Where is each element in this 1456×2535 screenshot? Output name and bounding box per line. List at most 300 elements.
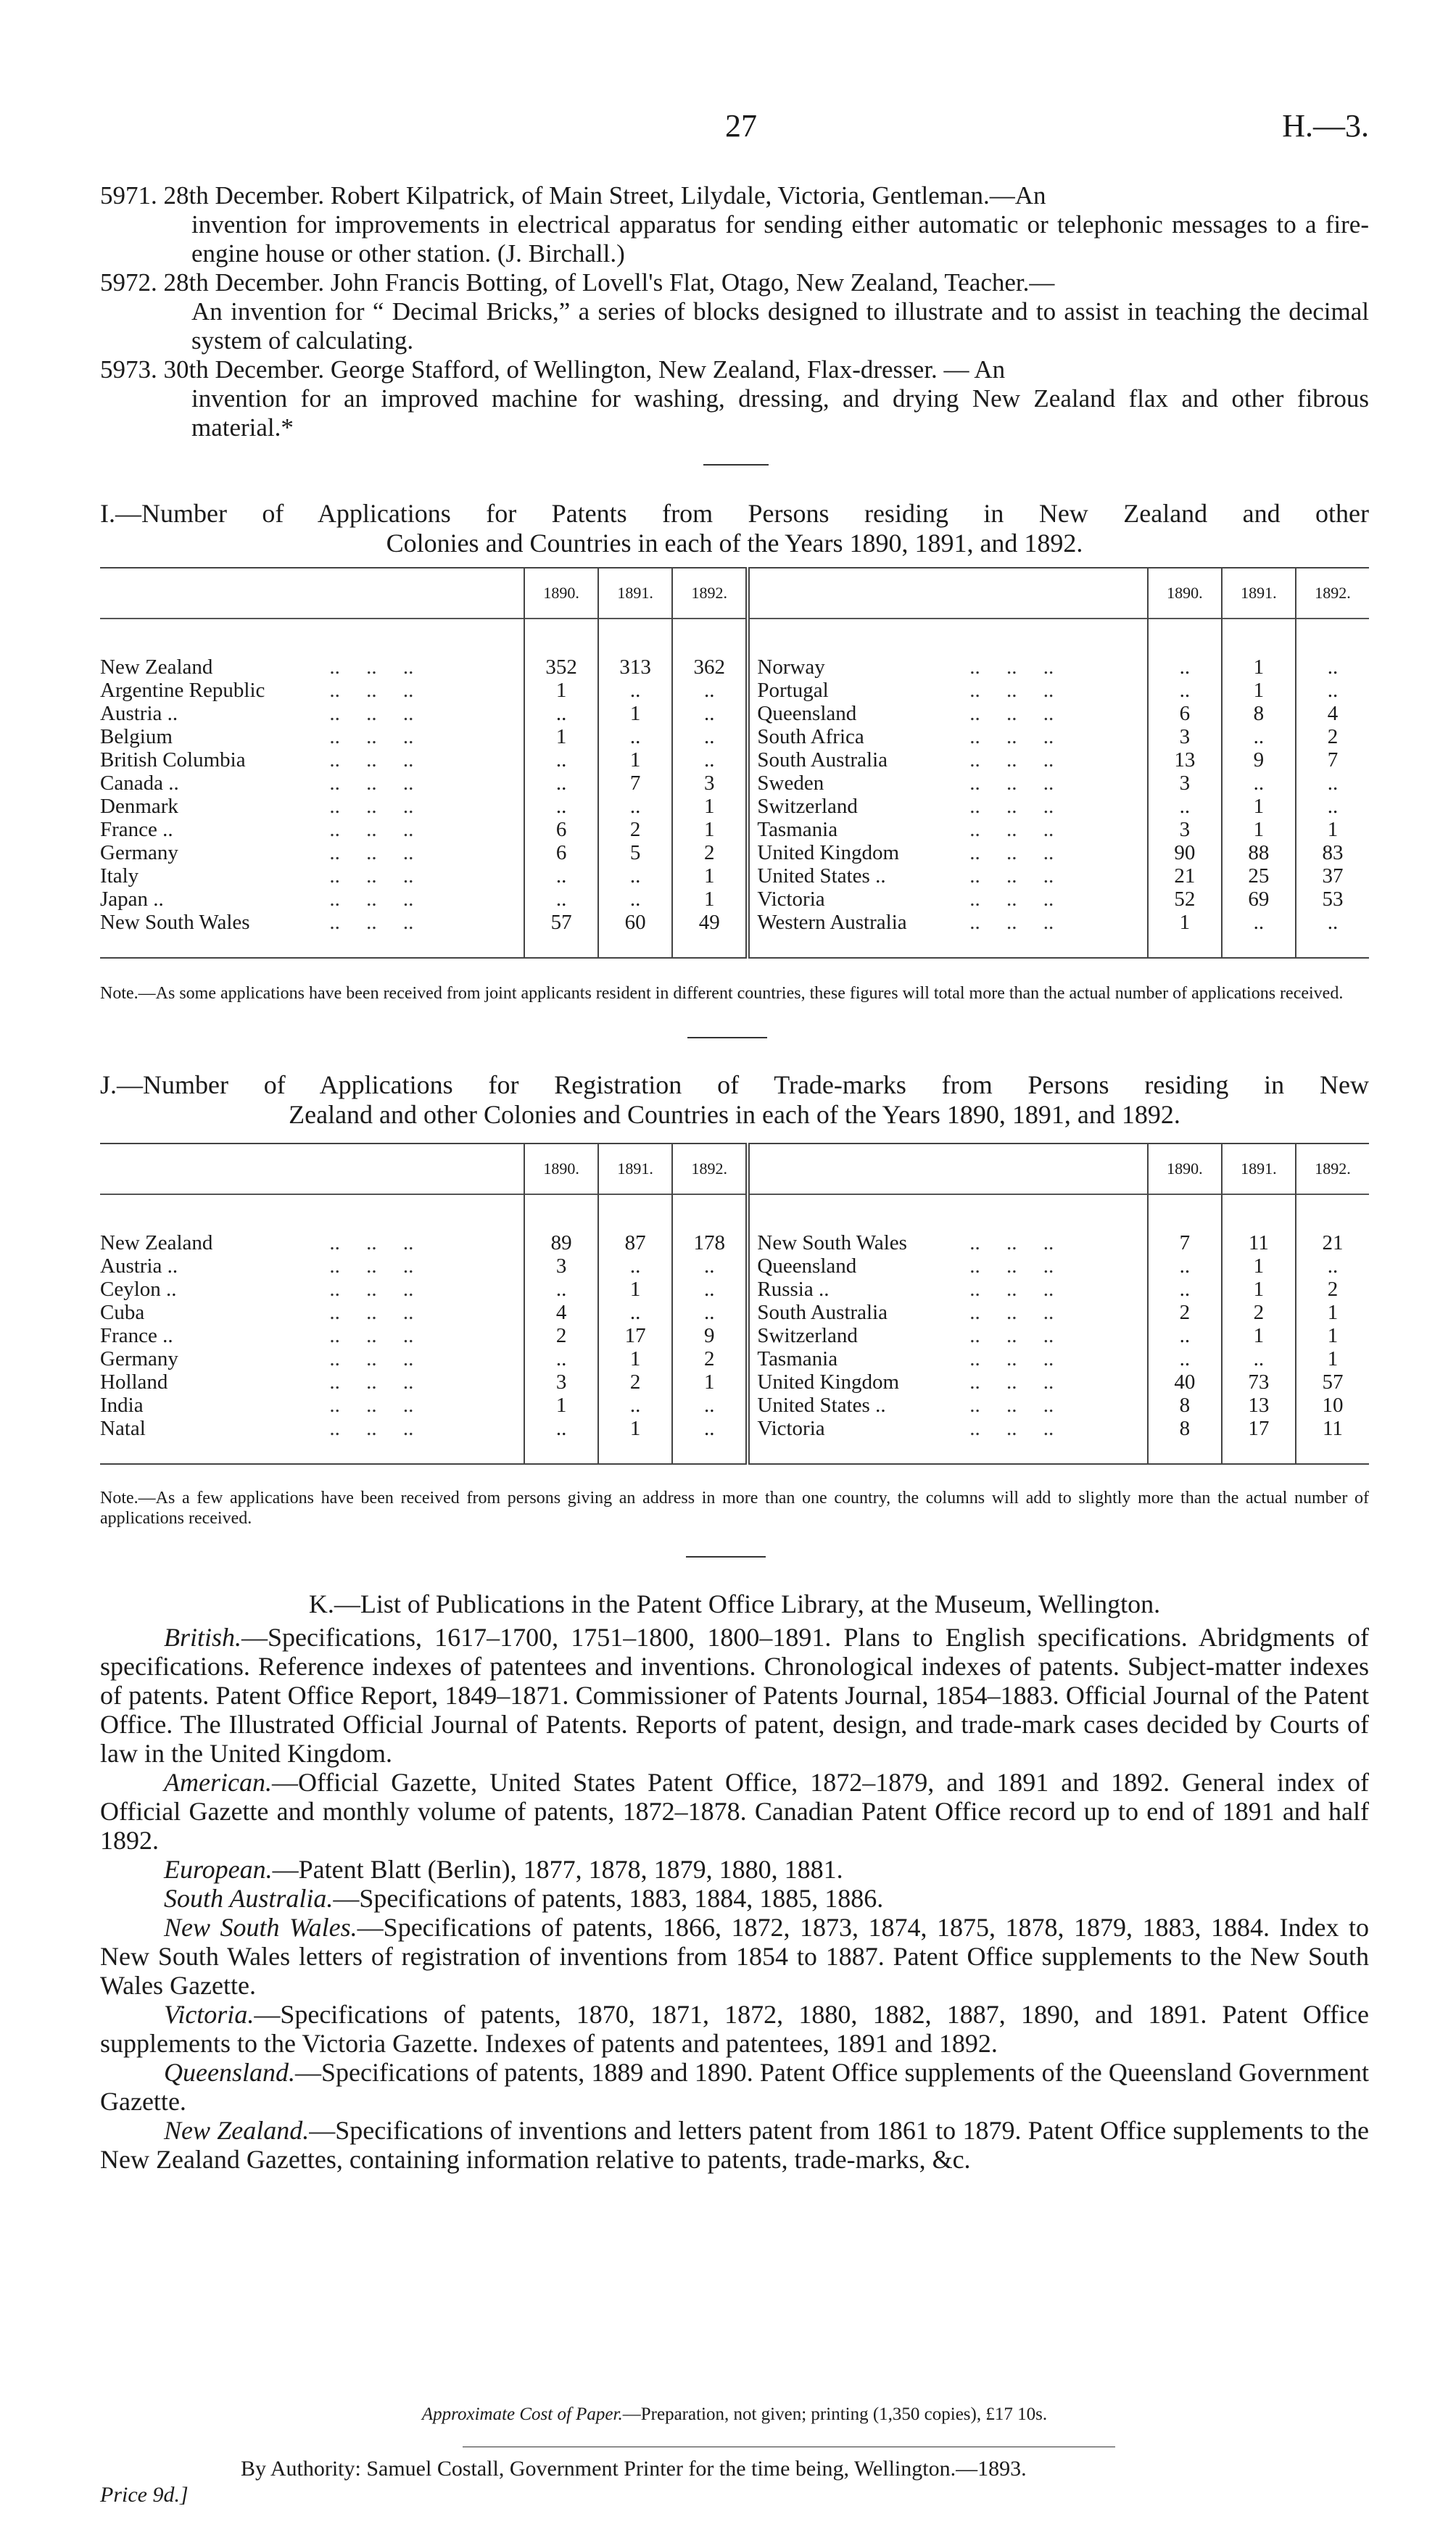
country-name: Russia .. bbox=[748, 1278, 954, 1301]
publication-entry bbox=[100, 2058, 1369, 2116]
count-cell: 1 bbox=[1296, 818, 1369, 841]
count-cell: .. bbox=[672, 702, 748, 725]
count-cell: 69 bbox=[1222, 888, 1296, 911]
leader-dots: .. .. .. bbox=[313, 1347, 414, 1370]
table-j-title: J.—Number of Applications for Registration of Trade-marks from Persons residing in New Zealand and other Colonies and Countries in each of the Years 1890, 1891, and 1892. bbox=[100, 1070, 1369, 1129]
publication-entry bbox=[100, 1623, 1369, 1768]
count-cell: 1 bbox=[1296, 1347, 1369, 1370]
entry-number: 5972. bbox=[100, 268, 157, 297]
table-row bbox=[100, 725, 1369, 748]
publication-label: British. bbox=[164, 1623, 242, 1652]
count-cell: 87 bbox=[598, 1231, 672, 1254]
country-name: United Kingdom bbox=[748, 1370, 954, 1394]
leader-dots: .. .. .. bbox=[313, 1231, 414, 1254]
count-cell: 1 bbox=[1222, 1324, 1296, 1347]
count-cell: .. bbox=[524, 748, 598, 772]
count-cell: .. bbox=[672, 679, 748, 702]
count-cell: 88 bbox=[1222, 841, 1296, 864]
count-cell: 7 bbox=[1148, 1231, 1222, 1254]
leader-dots: .. .. .. bbox=[313, 864, 414, 888]
count-cell: 9 bbox=[672, 1324, 748, 1347]
count-cell: .. bbox=[598, 1301, 672, 1324]
count-cell: 3 bbox=[1148, 725, 1222, 748]
page-header bbox=[100, 107, 1369, 151]
entry-first-line: 28th December. John Francis Botting, of Lovell's Flat, Otago, New Zealand, Teacher.— bbox=[163, 268, 1055, 297]
leader-dots: .. .. .. bbox=[313, 656, 414, 679]
publication-entry bbox=[100, 1913, 1369, 2000]
leader-dots: .. .. .. bbox=[954, 725, 1054, 748]
year-header: 1890. bbox=[524, 1144, 598, 1194]
count-cell: .. bbox=[1222, 1347, 1296, 1370]
patent-entry bbox=[100, 181, 1369, 268]
count-cell: .. bbox=[672, 1254, 748, 1278]
count-cell: .. bbox=[1222, 911, 1296, 934]
publication-text: —Specifications of patents, 1883, 1884, 1885, 1886. bbox=[333, 1884, 884, 1913]
header-blank bbox=[748, 1144, 1147, 1194]
count-cell: .. bbox=[1148, 1278, 1222, 1301]
publication-entry bbox=[100, 1855, 1369, 1884]
publication-label: New South Wales. bbox=[164, 1913, 357, 1942]
leader-dots: .. .. .. bbox=[954, 772, 1054, 795]
year-header: 1891. bbox=[1222, 568, 1296, 619]
leader-dots: .. .. .. bbox=[313, 1254, 414, 1278]
section-divider bbox=[687, 1037, 767, 1038]
count-cell: .. bbox=[1148, 1347, 1222, 1370]
leader-dots: .. .. .. bbox=[313, 725, 414, 748]
publication-label: South Australia. bbox=[164, 1884, 334, 1913]
country-name: New South Wales bbox=[100, 911, 250, 934]
country-name: Argentine Republic bbox=[100, 679, 265, 702]
leader-dots: .. .. .. bbox=[313, 679, 414, 702]
entry-description: invention for improvements in electrical apparatus for sending either automatic or telephonic messages to a fire-engine house or other station. (J. Birchall.) bbox=[191, 210, 1369, 268]
country-name: Tasmania bbox=[748, 1347, 954, 1370]
leader-dots: .. .. .. bbox=[954, 679, 1054, 702]
table-row bbox=[100, 772, 1369, 795]
leader-dots: .. .. .. bbox=[954, 1324, 1054, 1347]
count-cell: .. bbox=[1148, 679, 1222, 702]
count-cell: 21 bbox=[1296, 1231, 1369, 1254]
count-cell: .. bbox=[1296, 772, 1369, 795]
leader-dots: .. .. .. bbox=[313, 818, 414, 841]
country-name: Queensland bbox=[748, 1254, 954, 1278]
year-header: 1892. bbox=[672, 568, 748, 619]
count-cell: 313 bbox=[598, 656, 672, 679]
country-name: British Columbia bbox=[100, 748, 246, 772]
count-cell: 8 bbox=[1148, 1417, 1222, 1440]
table-row bbox=[100, 1301, 1369, 1324]
publication-text: —Specifications of patents, 1870, 1871, 1872, 1880, 1882, 1887, 1890, and 1891. Patent Office supplements to the Victoria Gazette. Indexes of patents and patentees, 1891 and 1892. bbox=[100, 2000, 1369, 2058]
publication-text: —Specifications of patents, 1889 and 1890. Patent Office supplements of the Queensland Government Gazette. bbox=[100, 2058, 1369, 2116]
country-name: India bbox=[100, 1394, 144, 1417]
table-row bbox=[100, 679, 1369, 702]
count-cell: .. bbox=[598, 864, 672, 888]
header-blank bbox=[100, 568, 524, 619]
leader-dots: .. .. .. bbox=[954, 1347, 1054, 1370]
count-cell: 89 bbox=[524, 1231, 598, 1254]
leader-dots: .. .. .. bbox=[313, 1394, 414, 1417]
publication-entry bbox=[100, 2116, 1369, 2174]
count-cell: 1 bbox=[1222, 1254, 1296, 1278]
country-name: Tasmania bbox=[748, 818, 954, 841]
entry-description: An invention for “ Decimal Bricks,” a series of blocks designed to illustrate and to assist in teaching the decimal system of calculating. bbox=[191, 297, 1369, 355]
count-cell: 4 bbox=[524, 1301, 598, 1324]
count-cell: .. bbox=[1296, 1254, 1369, 1278]
count-cell: .. bbox=[598, 725, 672, 748]
count-cell: .. bbox=[524, 1278, 598, 1301]
year-header: 1890. bbox=[1148, 1144, 1222, 1194]
leader-dots: .. .. .. bbox=[313, 1370, 414, 1394]
leader-dots: .. .. .. bbox=[954, 1254, 1054, 1278]
count-cell: 3 bbox=[1148, 772, 1222, 795]
count-cell: 52 bbox=[1148, 888, 1222, 911]
leader-dots: .. .. .. bbox=[313, 1278, 414, 1301]
country-name: France .. bbox=[100, 1324, 173, 1347]
leader-dots: .. .. .. bbox=[954, 702, 1054, 725]
count-cell: .. bbox=[524, 795, 598, 818]
country-name: Norway bbox=[748, 656, 954, 679]
count-cell: .. bbox=[1148, 656, 1222, 679]
count-cell: 40 bbox=[1148, 1370, 1222, 1394]
count-cell: 3 bbox=[524, 1370, 598, 1394]
publication-text: —Specifications of inventions and letters patent from 1861 to 1879. Patent Office supplements to the New Zealand Gazettes, containing information relative to patents, trade-marks, &c. bbox=[100, 2116, 1369, 2174]
table-row bbox=[100, 1278, 1369, 1301]
count-cell: .. bbox=[1222, 772, 1296, 795]
count-cell: 17 bbox=[1222, 1417, 1296, 1440]
count-cell: 5 bbox=[598, 841, 672, 864]
price: Price 9d.] bbox=[100, 2483, 189, 2507]
publication-text: —Patent Blatt (Berlin), 1877, 1878, 1879, 1880, 1881. bbox=[272, 1855, 843, 1884]
entry-first-line: 30th December. George Stafford, of Wellington, New Zealand, Flax-dresser. — An bbox=[163, 355, 1006, 384]
leader-dots: .. .. .. bbox=[313, 888, 414, 911]
leader-dots: .. .. .. bbox=[313, 1417, 414, 1440]
count-cell: 49 bbox=[672, 911, 748, 934]
count-cell: 3 bbox=[1148, 818, 1222, 841]
country-name: Italy bbox=[100, 864, 139, 888]
count-cell: 1 bbox=[672, 1370, 748, 1394]
publications-list bbox=[100, 1589, 1369, 2174]
count-cell: 2 bbox=[1222, 1301, 1296, 1324]
table-row bbox=[100, 841, 1369, 864]
approximate-cost: Approximate Cost of Paper.—Preparation, not given; printing (1,350 copies), £17 10s. bbox=[421, 2404, 1048, 2424]
leader-dots: .. .. .. bbox=[313, 702, 414, 725]
count-cell: 1 bbox=[598, 1417, 672, 1440]
count-cell: .. bbox=[598, 679, 672, 702]
count-cell: 1 bbox=[598, 1347, 672, 1370]
count-cell: 1 bbox=[1222, 818, 1296, 841]
count-cell: 7 bbox=[598, 772, 672, 795]
entry-number: 5971. bbox=[100, 181, 157, 210]
count-cell: 1 bbox=[672, 795, 748, 818]
country-name: Switzerland bbox=[748, 1324, 954, 1347]
year-header: 1891. bbox=[598, 568, 672, 619]
publication-text: —Specifications, 1617–1700, 1751–1800, 1800–1891. Plans to English specifications. Abridgments of specifications. Reference indexes of patentees and inventions. Chronological indexes of patents. Subject-matter indexes of patents. Patent Office Report, 1849–1871. Commissioner of Patents Journal, 1854–1883. Official Journal of the Patent Office. The Illustrated Official Journal of Patents. Reports of patent, design, and trade-mark cases decided by Courts of law in the United Kingdom. bbox=[100, 1623, 1369, 1768]
table-row bbox=[100, 911, 1369, 934]
count-cell: .. bbox=[1296, 679, 1369, 702]
country-name: New South Wales bbox=[748, 1231, 954, 1254]
leader-dots: .. .. .. bbox=[313, 1324, 414, 1347]
entry-first-line: 28th December. Robert Kilpatrick, of Main Street, Lilydale, Victoria, Gentleman.—An bbox=[163, 181, 1046, 210]
leader-dots: .. .. .. bbox=[954, 1231, 1054, 1254]
count-cell: 73 bbox=[1222, 1370, 1296, 1394]
count-cell: 3 bbox=[672, 772, 748, 795]
leader-dots: .. .. .. bbox=[313, 795, 414, 818]
country-name: Canada .. bbox=[100, 772, 179, 795]
count-cell: 90 bbox=[1148, 841, 1222, 864]
count-cell: .. bbox=[672, 1278, 748, 1301]
count-cell: .. bbox=[598, 795, 672, 818]
publication-entry bbox=[100, 2000, 1369, 2058]
country-name: Western Australia bbox=[748, 911, 954, 934]
table-header-row bbox=[100, 1144, 1369, 1194]
country-name: Ceylon .. bbox=[100, 1278, 177, 1301]
entry-number: 5973. bbox=[100, 355, 157, 384]
count-cell: .. bbox=[524, 888, 598, 911]
leader-dots: .. .. .. bbox=[954, 1301, 1054, 1324]
count-cell: 21 bbox=[1148, 864, 1222, 888]
table-row bbox=[100, 1324, 1369, 1347]
table-row bbox=[100, 1254, 1369, 1278]
leader-dots: .. .. .. bbox=[954, 841, 1054, 864]
count-cell: 1 bbox=[672, 818, 748, 841]
patent-entry bbox=[100, 268, 1369, 355]
count-cell: 13 bbox=[1222, 1394, 1296, 1417]
publication-entry bbox=[100, 1884, 1369, 1913]
publication-label: Queensland. bbox=[164, 2058, 295, 2087]
publication-label: American. bbox=[164, 1768, 272, 1797]
publication-label: New Zealand. bbox=[164, 2116, 310, 2145]
count-cell: 1 bbox=[524, 1394, 598, 1417]
count-cell: 2 bbox=[598, 1370, 672, 1394]
country-name: United Kingdom bbox=[748, 841, 954, 864]
country-name: New Zealand bbox=[100, 1231, 213, 1254]
leader-dots: .. .. .. bbox=[313, 772, 414, 795]
count-cell: 83 bbox=[1296, 841, 1369, 864]
publication-label: European. bbox=[164, 1855, 273, 1884]
count-cell: 17 bbox=[598, 1324, 672, 1347]
count-cell: 13 bbox=[1148, 748, 1222, 772]
count-cell: 1 bbox=[598, 702, 672, 725]
country-name: Switzerland bbox=[748, 795, 954, 818]
leader-dots: .. .. .. bbox=[954, 818, 1054, 841]
country-name: Portugal bbox=[748, 679, 954, 702]
table-i-note: Note.—As some applications have been received from joint applicants resident in different countries, these figures will total more than the actual number of applications received. bbox=[100, 984, 1344, 1003]
section-divider bbox=[686, 1556, 766, 1558]
leader-dots: .. .. .. bbox=[954, 888, 1054, 911]
year-header: 1890. bbox=[1148, 568, 1222, 619]
country-name: Germany bbox=[100, 841, 178, 864]
count-cell: 2 bbox=[598, 818, 672, 841]
count-cell: 6 bbox=[524, 841, 598, 864]
count-cell: .. bbox=[1222, 725, 1296, 748]
publications-title: K.—List of Publications in the Patent Office Library, at the Museum, Wellington. bbox=[308, 1589, 1161, 1618]
count-cell: 2 bbox=[1148, 1301, 1222, 1324]
leader-dots: .. .. .. bbox=[313, 911, 414, 934]
year-header: 1892. bbox=[672, 1144, 748, 1194]
table-header-row bbox=[100, 568, 1369, 619]
table-row bbox=[100, 1231, 1369, 1254]
count-cell: 362 bbox=[672, 656, 748, 679]
document-reference: H.—3. bbox=[1282, 108, 1369, 144]
count-cell: 9 bbox=[1222, 748, 1296, 772]
count-cell: 1 bbox=[1148, 911, 1222, 934]
country-name: Queensland bbox=[748, 702, 954, 725]
count-cell: 2 bbox=[1296, 1278, 1369, 1301]
count-cell: 1 bbox=[524, 679, 598, 702]
count-cell: 11 bbox=[1222, 1231, 1296, 1254]
count-cell: .. bbox=[524, 1347, 598, 1370]
table-row bbox=[100, 748, 1369, 772]
country-name: Natal bbox=[100, 1417, 146, 1440]
count-cell: 57 bbox=[524, 911, 598, 934]
count-cell: 25 bbox=[1222, 864, 1296, 888]
leader-dots: .. .. .. bbox=[954, 795, 1054, 818]
count-cell: 1 bbox=[672, 888, 748, 911]
leader-dots: .. .. .. bbox=[954, 748, 1054, 772]
country-name: United States .. bbox=[748, 864, 954, 888]
patent-entries bbox=[100, 181, 1369, 442]
country-name: New Zealand bbox=[100, 656, 213, 679]
count-cell: .. bbox=[672, 1394, 748, 1417]
count-cell: 4 bbox=[1296, 702, 1369, 725]
leader-dots: .. .. .. bbox=[954, 656, 1054, 679]
count-cell: .. bbox=[1148, 1324, 1222, 1347]
country-name: Victoria bbox=[748, 888, 954, 911]
country-name: Austria .. bbox=[100, 702, 178, 725]
count-cell: 1 bbox=[524, 725, 598, 748]
publication-label: Victoria. bbox=[164, 2000, 255, 2029]
count-cell: 1 bbox=[1296, 1324, 1369, 1347]
leader-dots: .. .. .. bbox=[954, 1278, 1054, 1301]
table-row bbox=[100, 864, 1369, 888]
count-cell: 1 bbox=[1222, 1278, 1296, 1301]
count-cell: .. bbox=[524, 864, 598, 888]
section-divider bbox=[703, 464, 769, 466]
table-row bbox=[100, 656, 1369, 679]
count-cell: 37 bbox=[1296, 864, 1369, 888]
count-cell: .. bbox=[598, 1254, 672, 1278]
leader-dots: .. .. .. bbox=[313, 1301, 414, 1324]
table-j-note: Note.—As a few applications have been received from persons giving an address in more than one country, the columns will add to slightly more than the actual number of applications received. bbox=[100, 1489, 1369, 1528]
country-name: Denmark bbox=[100, 795, 178, 818]
entry-description: invention for an improved machine for washing, dressing, and drying New Zealand flax and other fibrous material.* bbox=[191, 384, 1369, 442]
count-cell: .. bbox=[672, 748, 748, 772]
count-cell: 10 bbox=[1296, 1394, 1369, 1417]
publication-entry bbox=[100, 1768, 1369, 1855]
count-cell: .. bbox=[1148, 1254, 1222, 1278]
count-cell: .. bbox=[1296, 911, 1369, 934]
leader-dots: .. .. .. bbox=[954, 1417, 1054, 1440]
table-row bbox=[100, 1394, 1369, 1417]
country-name: South Australia bbox=[748, 1301, 954, 1324]
count-cell: .. bbox=[524, 1417, 598, 1440]
country-name: France .. bbox=[100, 818, 173, 841]
count-cell: .. bbox=[1296, 795, 1369, 818]
country-name: Sweden bbox=[748, 772, 954, 795]
patent-entry bbox=[100, 355, 1369, 442]
count-cell: 1 bbox=[1296, 1301, 1369, 1324]
count-cell: 1 bbox=[672, 864, 748, 888]
table-row bbox=[100, 1347, 1369, 1370]
table-row bbox=[100, 1370, 1369, 1394]
publication-text: —Official Gazette, United States Patent Office, 1872–1879, and 1891 and 1892. General index of Official Gazette and monthly volume of patents, 1872–1878. Canadian Patent Office record up to end of 1891 and half 1892. bbox=[100, 1768, 1369, 1855]
publication-text: —Specifications of patents, 1866, 1872, 1873, 1874, 1875, 1878, 1879, 1883, 1884. Index to New South Wales letters of registration of inventions from 1854 to 1887. Patent Office supplements to the New South Wales Gazette. bbox=[100, 1913, 1369, 2000]
count-cell: 7 bbox=[1296, 748, 1369, 772]
count-cell: 1 bbox=[1222, 656, 1296, 679]
count-cell: 352 bbox=[524, 656, 598, 679]
table-j-trademarks bbox=[100, 1143, 1369, 1465]
page-number: 27 bbox=[725, 108, 757, 144]
printer-authority: By Authority: Samuel Costall, Government Printer for the time being, Wellington.—1893. bbox=[241, 2457, 1027, 2481]
count-cell: 178 bbox=[672, 1231, 748, 1254]
count-cell: 8 bbox=[1148, 1394, 1222, 1417]
count-cell: .. bbox=[1296, 656, 1369, 679]
country-name: Belgium bbox=[100, 725, 173, 748]
count-cell: 6 bbox=[524, 818, 598, 841]
table-i-patents bbox=[100, 567, 1369, 959]
count-cell: 60 bbox=[598, 911, 672, 934]
leader-dots: .. .. .. bbox=[954, 1370, 1054, 1394]
country-name: South Australia bbox=[748, 748, 954, 772]
country-name: Germany bbox=[100, 1347, 178, 1370]
count-cell: 2 bbox=[672, 841, 748, 864]
table-row bbox=[100, 888, 1369, 911]
count-cell: .. bbox=[598, 888, 672, 911]
count-cell: 3 bbox=[524, 1254, 598, 1278]
year-header: 1890. bbox=[524, 568, 598, 619]
country-name: South Africa bbox=[748, 725, 954, 748]
leader-dots: .. .. .. bbox=[313, 748, 414, 772]
count-cell: 11 bbox=[1296, 1417, 1369, 1440]
year-header: 1891. bbox=[1222, 1144, 1296, 1194]
count-cell: .. bbox=[598, 1394, 672, 1417]
count-cell: .. bbox=[524, 702, 598, 725]
count-cell: 57 bbox=[1296, 1370, 1369, 1394]
count-cell: .. bbox=[672, 725, 748, 748]
count-cell: 1 bbox=[598, 748, 672, 772]
country-name: Japan .. bbox=[100, 888, 164, 911]
table-row bbox=[100, 1417, 1369, 1440]
leader-dots: .. .. .. bbox=[313, 841, 414, 864]
count-cell: .. bbox=[672, 1301, 748, 1324]
header-blank bbox=[748, 568, 1147, 619]
table-row bbox=[100, 818, 1369, 841]
count-cell: 1 bbox=[598, 1278, 672, 1301]
leader-dots: .. .. .. bbox=[954, 1394, 1054, 1417]
country-name: Cuba bbox=[100, 1301, 145, 1324]
table-row bbox=[100, 795, 1369, 818]
year-header: 1892. bbox=[1296, 568, 1369, 619]
year-header: 1891. bbox=[598, 1144, 672, 1194]
count-cell: .. bbox=[524, 772, 598, 795]
count-cell: 2 bbox=[1296, 725, 1369, 748]
country-name: Holland bbox=[100, 1370, 168, 1394]
leader-dots: .. .. .. bbox=[954, 864, 1054, 888]
count-cell: 6 bbox=[1148, 702, 1222, 725]
table-row bbox=[100, 702, 1369, 725]
count-cell: 1 bbox=[1222, 795, 1296, 818]
leader-dots: .. .. .. bbox=[954, 911, 1054, 934]
count-cell: 53 bbox=[1296, 888, 1369, 911]
count-cell: 1 bbox=[1222, 679, 1296, 702]
country-name: United States .. bbox=[748, 1394, 954, 1417]
count-cell: 2 bbox=[524, 1324, 598, 1347]
country-name: Victoria bbox=[748, 1417, 954, 1440]
count-cell: 2 bbox=[672, 1347, 748, 1370]
header-blank bbox=[100, 1144, 524, 1194]
count-cell: 8 bbox=[1222, 702, 1296, 725]
country-name: Austria .. bbox=[100, 1254, 178, 1278]
table-i-title: I.—Number of Applications for Patents from Persons residing in New Zealand and other Colonies and Countries in each of the Years 1890, 1891, and 1892. bbox=[100, 499, 1369, 558]
